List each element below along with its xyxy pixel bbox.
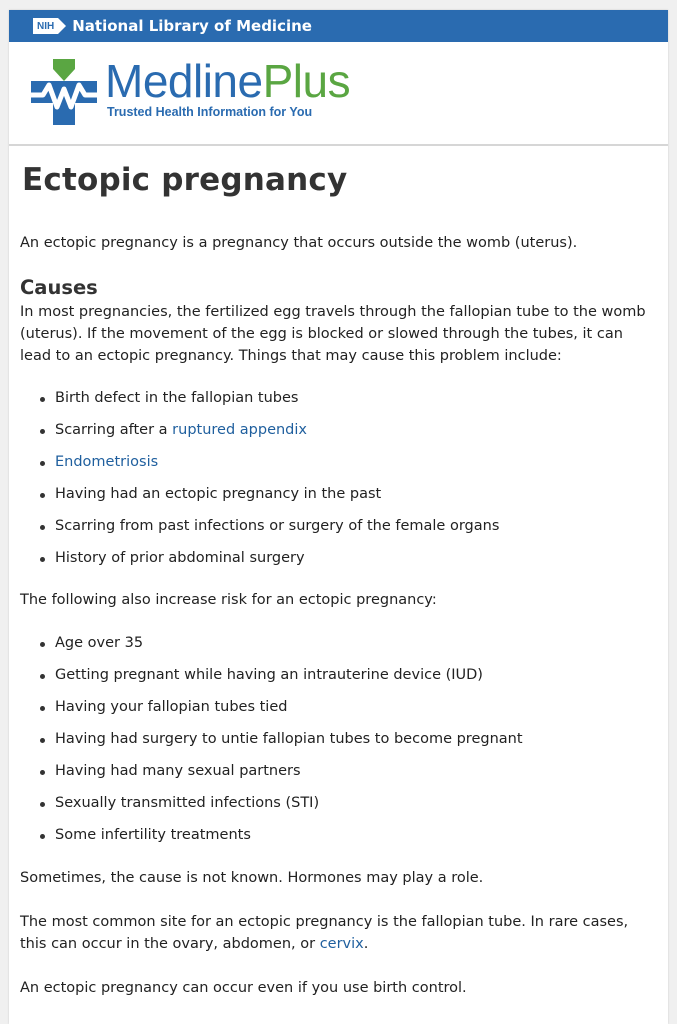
common-site-paragraph: [20, 911, 657, 955]
list-item: Age over 35: [20, 632, 657, 654]
list-item: Getting pregnant while having an intrauterine device (IUD): [20, 664, 657, 686]
list-item: Some infertility treatments: [20, 824, 657, 846]
list-item: Having your fallopian tubes tied: [20, 696, 657, 718]
list-item: Sexually transmitted infections (STI): [20, 792, 657, 814]
nlm-header-bar: [9, 10, 668, 42]
page-title: Ectopic pregnancy: [22, 162, 348, 198]
ruptured-appendix-link[interactable]: ruptured appendix: [172, 422, 307, 438]
causes-paragraph: In most pregnancies, the fertilized egg travels through the fallopian tube to the womb (uterus). If the movement of the egg is blocked or slowed through the tubes, it can lead to an ectopic pregnancy. Things that may cause this problem include:: [20, 304, 646, 364]
list-item-text: Scarring after a: [55, 422, 173, 438]
medlineplus-wordmark[interactable]: [105, 56, 350, 106]
endometriosis-link[interactable]: Endometriosis: [55, 454, 159, 470]
risk-paragraph: The following also increase risk for an ectopic pregnancy:: [20, 592, 437, 608]
intro-paragraph: An ectopic pregnancy is a pregnancy that occurs outside the womb (uterus).: [20, 235, 578, 251]
medlineplus-logo-area: [9, 42, 668, 146]
risk-list: [20, 632, 657, 846]
cervix-link[interactable]: cervix: [319, 936, 364, 952]
list-item: History of prior abdominal surgery: [20, 547, 657, 569]
birth-control-paragraph: An ectopic pregnancy can occur even if you use birth control.: [20, 980, 467, 996]
medlineplus-logo-icon[interactable]: [31, 59, 97, 125]
list-item: Scarring from past infections or surgery of the female organs: [20, 515, 657, 537]
list-item: Having had many sexual partners: [20, 760, 657, 782]
unknown-cause-paragraph: Sometimes, the cause is not known. Hormones may play a role.: [20, 870, 484, 886]
list-item: [20, 419, 657, 441]
list-item: Having had an ectopic pregnancy in the past: [20, 483, 657, 505]
wordmark-medline: Medline: [105, 55, 263, 107]
list-item: Birth defect in the fallopian tubes: [20, 387, 657, 409]
list-item: Having had surgery to untie fallopian tubes to become pregnant: [20, 728, 657, 750]
wordmark-plus: Plus: [262, 55, 351, 107]
common-site-period: .: [363, 936, 369, 952]
page-frame: [9, 10, 668, 1024]
common-site-text: The most common site for an ectopic pregnancy is the fallopian tube. In rare cases, this can occur in the ovary, abdomen, or: [20, 914, 629, 952]
nih-logo-badge[interactable]: NIH: [33, 18, 58, 34]
causes-list: [20, 387, 657, 569]
logo-tagline: Trusted Health Information for You: [107, 105, 313, 119]
article-content: [9, 162, 668, 999]
nlm-title-link[interactable]: National Library of Medicine: [72, 17, 312, 35]
list-item: [20, 451, 657, 473]
causes-heading: Causes: [20, 276, 98, 299]
